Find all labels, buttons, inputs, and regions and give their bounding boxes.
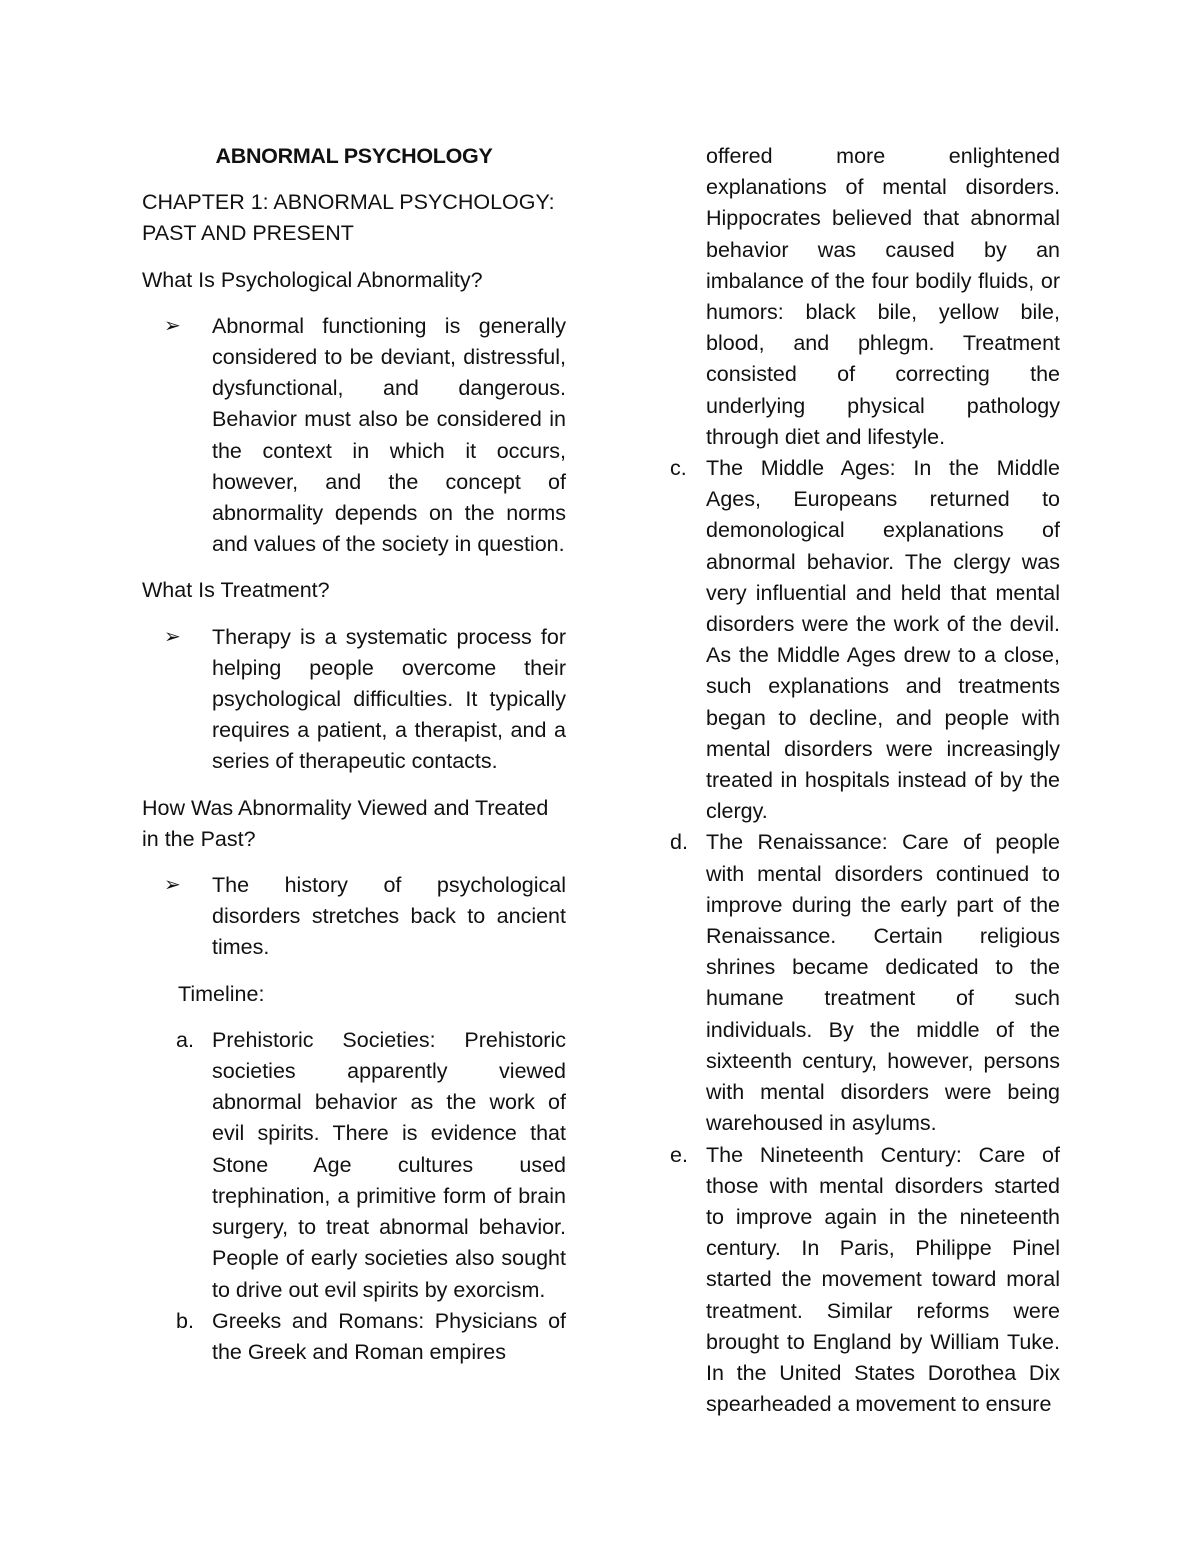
arrow-bullet-icon: ➢	[164, 314, 181, 337]
timeline-item-renaissance	[670, 827, 1060, 1139]
timeline-item-nineteenth-century	[670, 1140, 1060, 1421]
section-heading-treatment: What Is Treatment?	[142, 578, 330, 603]
timeline-item-greeks-romans-continued: offered more enlightened explanations of mental disorders. Hippocrates believed that abnormal behavior was caused by an imbalance of the four bodily fluids, or humors: black bile, yellow bile, blood, and phlegm. Treatment consisted of correcting the underlying physical pathology through diet and lifestyle.	[706, 144, 1060, 449]
timeline-item-text: The Middle Ages: In the Middle Ages, Europeans returned to demonological explanations of abnormal behavior. The clergy was very influential and held that mental disorders were the work of the devil. As the Middle Ages drew to a close, such explanations and treatments began to decline, and people with mental disorders were increasingly treated in hospitals instead of by the clergy.	[706, 456, 1060, 824]
timeline-item-text: Greeks and Romans: Physicians of the Greek and Roman empires	[212, 1308, 566, 1364]
bullet-abnormality-text: Abnormal functioning is generally considered to be deviant, distressful, dysfunctional, and dangerous. Behavior must also be considered in the context in which it occurs, however, and the concept of abnormality depends on the norms and values of the society in question.	[212, 313, 566, 557]
arrow-bullet-icon: ➢	[164, 625, 181, 648]
arrow-bullet-icon: ➢	[164, 874, 181, 897]
timeline-item-middle-ages	[670, 453, 1060, 827]
timeline-item-text: Prehistoric Societies: Prehistoric societies apparently viewed abnormal behavior as the work of evil spirits. There is evidence that Stone Age cultures used trephination, a primitive form of brain surgery, to treat abnormal behavior. People of early societies also sought to drive out evil spirits by exorcism.	[212, 1027, 566, 1302]
list-marker: a.	[176, 1027, 194, 1052]
chapter-heading-line1: CHAPTER 1: ABNORMAL PSYCHOLOGY:	[142, 190, 555, 215]
timeline-item-text: The Nineteenth Century: Care of those with mental disorders started to improve again in the nineteenth century. In Paris, Philippe Pinel started the movement toward moral treatment. Similar reforms were brought to England by William Tuke. In the United States Dorothea Dix spearheaded a movement to ensure	[706, 1142, 1060, 1417]
document-title: ABNORMAL PSYCHOLOGY	[215, 144, 493, 168]
timeline-item-prehistoric	[142, 1025, 566, 1306]
section-heading-history: How Was Abnormality Viewed and Treated in the Past?	[142, 795, 549, 851]
timeline-item-greeks-romans	[142, 1306, 566, 1368]
list-marker: e.	[670, 1142, 688, 1167]
timeline-item-text: The Renaissance: Care of people with mental disorders continued to improve during the early part of the Renaissance. Certain religious shrines became dedicated to the humane treatment of such individuals. By the middle of the sixteenth century, however, persons with mental disorders were being warehoused in asylums.	[706, 830, 1060, 1136]
list-marker: b.	[176, 1308, 194, 1333]
left-column	[142, 141, 566, 1368]
bullet-treatment-text: Therapy is a systematic process for helping people overcome their psychological difficulties. It typically requires a patient, a therapist, and a series of therapeutic contacts.	[212, 624, 566, 774]
bullet-treatment	[142, 622, 566, 778]
chapter-heading-line2: PAST AND PRESENT	[142, 221, 354, 246]
bullet-abnormality	[142, 311, 566, 561]
chapter-heading	[142, 187, 566, 249]
bullet-history	[142, 870, 566, 964]
list-marker: d.	[670, 830, 688, 855]
bullet-history-text: The history of psychological disorders stretches back to ancient times.	[212, 873, 566, 960]
right-column	[670, 141, 1060, 1420]
list-marker: c.	[670, 456, 687, 481]
timeline-label: Timeline:	[178, 981, 265, 1006]
section-heading-abnormality: What Is Psychological Abnormality?	[142, 267, 483, 292]
